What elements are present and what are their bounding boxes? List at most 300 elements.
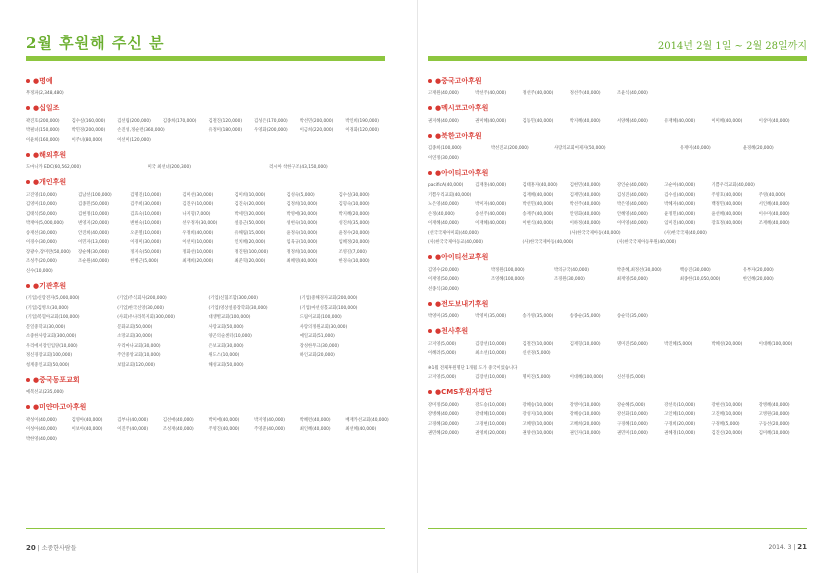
donor-name: 구경희(20,000)	[664, 421, 696, 427]
donor-name: 김재민(40,000)	[569, 192, 601, 198]
donor-name: 강선화(10,000)	[617, 412, 648, 417]
donor-name	[712, 238, 759, 248]
section-title	[26, 375, 391, 384]
donor-name: 주영준(40,000)	[254, 427, 285, 432]
donor-name: 한병근(5,000)	[130, 259, 159, 264]
donor-section	[428, 76, 806, 99]
date-range: 2014년 2월 1일 ~ 2월 28일까지	[657, 41, 807, 52]
donor-name: 한인혜(20,000)	[742, 277, 774, 282]
donor-name: 권지혜(40,000)	[428, 118, 459, 124]
donor-name: 박영미(35,000)	[475, 314, 507, 319]
donor-name: 고재원(40,000)	[428, 91, 459, 96]
donor-name: 안영화(40,000)	[569, 211, 601, 217]
donor-name: (기업)중해경자교회(200,000)	[299, 296, 358, 301]
donor-names	[428, 181, 806, 248]
donor-name: 김재형(10,000)	[569, 341, 601, 347]
donor-name: 강혜승(10,000)	[522, 402, 554, 408]
donor-name: 변영지(20,000)	[78, 221, 109, 226]
donor-name: 김진우(10,000)	[182, 202, 214, 207]
section-title-text: ●미얀마고아후원	[33, 403, 87, 411]
donor-name: (기업)신랑전자(5,000,000)	[26, 296, 80, 301]
donor-name: 박혜자(40,000)	[664, 202, 696, 207]
donor-name: 주영(40,000)	[758, 192, 786, 198]
section-title-text: ●기관후원	[33, 281, 67, 290]
section-title-text: ●아이티선교후원	[435, 253, 489, 261]
donor-name: 강인순(40,000)	[617, 183, 648, 188]
donor-name: 김형숙(10,000)	[338, 202, 370, 207]
section-title	[428, 104, 806, 113]
donor-name: (사회)우나라복지회(300,000)	[117, 315, 175, 320]
section-title	[26, 178, 391, 187]
bullet-icon	[26, 405, 30, 409]
donor-name	[523, 229, 570, 239]
donor-name: 김태석(50,000)	[26, 211, 57, 217]
section-title	[26, 150, 391, 159]
donor-name: 김명진(10,000)	[130, 192, 162, 198]
donor-name: 사랑의교회여제자(50,000)	[553, 146, 606, 151]
donor-name: pacificA(40,000)	[428, 183, 464, 188]
donor-name: 조재혜(40,000)	[758, 221, 790, 226]
donor-name: 박미애(40,000)	[208, 417, 240, 423]
donor-name: 주영호(40,000)	[711, 192, 743, 198]
bullet-icon	[428, 134, 432, 138]
donor-section	[26, 403, 391, 445]
donor-section	[428, 253, 806, 295]
donor-name: 은보교회(30,000)	[208, 343, 244, 349]
donor-name: 고병원(30,000)	[758, 412, 790, 417]
donor-name: 조성주(20,000)	[26, 259, 57, 264]
donor-name: 강병이(10,000)	[569, 402, 601, 408]
footer-line	[428, 528, 807, 529]
donor-name: 선종식(30,000)	[428, 286, 459, 292]
donor-name: 조영혜(100,000)	[490, 277, 525, 282]
donor-name: 위도스(10,000)	[208, 353, 240, 358]
donor-name: 설용근(50,000)	[234, 221, 266, 226]
donor-name: 정진원(100,000)	[234, 249, 269, 255]
bullet-icon	[428, 79, 432, 83]
header-bar	[26, 56, 385, 61]
donor-name: 박세린(20,000)	[234, 211, 266, 217]
right-footer-label: 2014. 3	[768, 544, 792, 551]
donor-name: 조윤식(40,000)	[617, 91, 648, 96]
donor-name: (기업)복혈아교회(100,000)	[26, 315, 80, 320]
donor-name: 이선미(120,000)	[117, 137, 151, 143]
donor-name: 양곤의술센터(10,000)	[208, 334, 252, 339]
donor-name: 강혜승(10,000)	[569, 412, 601, 417]
donor-section	[26, 178, 391, 277]
donor-name: 김수실(30,000)	[338, 192, 370, 198]
donor-name: 우리에서장인입양(10,000)	[26, 343, 78, 349]
donor-name: 최소선(10,000)	[475, 351, 507, 356]
donor-names	[428, 266, 806, 295]
donor-name: 명미진(50,000)	[617, 341, 648, 347]
donor-name: 김미혜(10,000)	[758, 431, 790, 436]
donor-name: 김영미(10,000)	[26, 202, 57, 207]
donor-name: 권양선(10,000)	[522, 431, 554, 436]
section-title-text: ●CMS후원자명단	[435, 388, 493, 396]
donor-name: 정선주(40,000)	[569, 91, 601, 96]
donor-name: 장효정(40,000)	[711, 221, 743, 226]
donor-name: (사)한국국제아동교(40,000)	[428, 240, 483, 245]
donor-name: 우정희(40,000)	[182, 230, 214, 236]
right-page-number: 21	[797, 543, 807, 551]
notice-text: ※1월 전체후원명단 1개월 도가 중국이었습니다	[428, 365, 518, 371]
donor-section	[26, 104, 391, 146]
donor-name: 이성아(40,000)	[26, 427, 57, 432]
donor-name: (기업)김병오(30,000)	[26, 305, 69, 311]
bullet-icon	[26, 180, 30, 184]
donor-name: 서인혜(40,000)	[758, 202, 790, 207]
donor-name: 김장선(10,000)	[475, 341, 507, 347]
donor-name: (기업)주식회사(200,000)	[117, 296, 167, 301]
donor-name: 이윤희(160,000)	[26, 137, 60, 143]
donor-name: 청계중인교회(50,000)	[26, 362, 70, 368]
donor-name: 김성진(40,000)	[617, 192, 648, 198]
donor-name: 대생별교회(100,000)	[208, 315, 251, 320]
donor-name: 김재홍(40,000)	[475, 183, 507, 188]
donor-name: 미국 최선녀(200,300)	[147, 165, 191, 170]
donor-name: 최종한(10,050,000)	[679, 277, 721, 282]
section-title	[428, 168, 806, 177]
bullet-icon	[428, 171, 432, 175]
donor-name: 김미희(10,000)	[234, 192, 266, 198]
donor-name: 김정희(10,000)	[286, 202, 318, 207]
donor-name: 변현숙(10,000)	[130, 221, 162, 226]
donor-name: 신수(10,000)	[26, 268, 53, 274]
donor-name: 고인혜(10,000)	[664, 412, 696, 417]
donor-name: 강병혜(40,000)	[758, 402, 790, 408]
section-title-text: ●십일조	[33, 104, 60, 112]
donor-name: 권민미(10,000)	[617, 431, 648, 436]
donor-name: 유재혜(40,000)	[664, 118, 696, 124]
donor-name: 손정(40,000)	[428, 211, 455, 217]
donor-name: 송재선(30,000)	[26, 230, 57, 236]
donor-name	[475, 229, 522, 239]
donor-name: 하인교회(20,000)	[299, 353, 335, 358]
donor-name: 이미혜(40,000)	[711, 118, 743, 124]
donor-name: 최재영(50,000)	[616, 277, 648, 282]
donor-name: 김재혜(40,000)	[522, 192, 554, 198]
donor-name: 박한영(40,000)	[26, 436, 57, 442]
donor-names	[26, 416, 391, 445]
section-title-text: ●북한고아후원	[435, 131, 482, 140]
donor-name: 소망교회(30,000)	[117, 334, 153, 339]
donor-name: 김수실(160,000)	[71, 118, 106, 124]
section-title-text: ●해외후원	[33, 150, 67, 159]
right-page	[418, 0, 835, 573]
donor-name: 정화선(10,000)	[182, 249, 214, 255]
donor-name: 권인자(10,000)	[569, 431, 601, 436]
donor-name: 명미진(5,000)	[522, 375, 551, 380]
donor-name: 윤경혜(20,000)	[742, 146, 774, 151]
donor-names	[26, 89, 391, 99]
donor-name: 김선림(200,000)	[117, 118, 151, 124]
donor-name: 조영길(7,000)	[338, 249, 367, 255]
right-donor-list	[428, 76, 806, 444]
donor-name: 소중한사랑교회(300,000)	[26, 334, 77, 339]
donor-names	[26, 163, 391, 173]
donor-name: 송가영(35,000)	[522, 314, 554, 319]
donor-name: 김태홍자(40,000)	[522, 183, 558, 188]
donor-name: 박은영(40,000)	[617, 202, 648, 207]
donor-section	[26, 281, 391, 370]
donor-name: 김성숙(5,000)	[286, 192, 315, 198]
donor-name: (기업)마선성홀교회(100,000)	[299, 305, 358, 311]
donor-name: 이경화(120,000)	[345, 128, 379, 133]
donor-name: 김철건(10,000)	[522, 341, 554, 347]
donor-name: 이주녀(80,000)	[71, 137, 103, 143]
left-donor-list	[26, 76, 391, 449]
section-title-text: ●중국동포교회	[33, 375, 80, 384]
donor-name: 박선민(40,000)	[522, 202, 554, 207]
donor-name: 안진희(40,000)	[78, 230, 109, 236]
donor-name: 구경혜(5,000)	[711, 421, 740, 427]
donor-name: 김장선(10,000)	[475, 375, 507, 380]
donor-name: 손진성,정순련(360,000)	[117, 128, 165, 133]
donor-name: 고지영(5,000)	[428, 341, 457, 347]
donor-name: 이미영(40,000)	[617, 221, 648, 226]
donor-name: 박미자(40,000)	[475, 202, 507, 207]
donor-name: 박정원(100,000)	[490, 267, 525, 273]
section-title-text: ●개인후원	[33, 178, 67, 186]
donor-name: 김효숙(10,000)	[130, 211, 162, 217]
donor-name: 박인희(190,000)	[345, 118, 379, 124]
section-title	[428, 388, 806, 397]
donor-name: 최재희(20,000)	[182, 259, 214, 264]
donor-name: 박민경(200,000)	[71, 128, 106, 133]
donor-section	[428, 388, 806, 439]
donor-name: 조성재(40,000)	[162, 427, 194, 432]
section-title	[428, 76, 806, 85]
donor-name: 이연정(30,000)	[428, 155, 459, 161]
donor-name: 이선미(10,000)	[182, 240, 214, 245]
donor-name: 송순덕(35,000)	[617, 314, 648, 319]
donor-section	[428, 131, 806, 163]
donor-name: 송재주(40,000)	[522, 211, 554, 217]
donor-name	[617, 229, 664, 239]
donor-name: 예일교회(51,000)	[299, 334, 335, 339]
donor-name: 이대혜(100,000)	[569, 375, 604, 380]
donor-name: (기업)영상설중장학회(30,000)	[208, 305, 268, 311]
donor-name: 이보아(40,000)	[71, 427, 103, 432]
section-title	[26, 104, 391, 113]
section-title-text: ●전도보내기후원	[435, 299, 489, 308]
donor-name: 권혜경(10,000)	[664, 431, 696, 436]
donor-name: 성현숙(10,000)	[286, 221, 318, 226]
donor-name: 조순원(40,000)	[78, 259, 109, 264]
footer-line	[26, 528, 385, 529]
donor-name: 성진희(35,000)	[338, 221, 370, 226]
donor-name: 고지영(5,000)	[428, 375, 457, 380]
donor-name: 김현정(10,000)	[78, 211, 109, 217]
section-title-text: ●멕시코고아후원	[435, 104, 489, 112]
donor-name: 임혜정(20,000)	[338, 240, 370, 245]
donor-section	[26, 150, 391, 173]
donor-name: 오준열(10,000)	[130, 230, 162, 236]
bullet-icon	[428, 255, 432, 259]
donor-name: 최인혜(40,000)	[299, 427, 331, 432]
donor-name: 백승진(30,000)	[679, 267, 711, 273]
donor-name: 이재영(50,000)	[428, 277, 459, 282]
page-title: 2월 후원해 주신 분	[26, 34, 165, 52]
donor-name: 정선주(40,000)	[522, 91, 554, 96]
donor-name: 권민혜(20,000)	[428, 431, 459, 436]
donor-name: 인치혜(20,000)	[234, 240, 266, 245]
donor-name	[475, 238, 522, 248]
section-title-text: ●중국고아후원	[435, 76, 482, 85]
donor-name: 김종민(50,000)	[78, 202, 109, 207]
donor-names	[26, 294, 391, 370]
donor-name: 김동민(40,000)	[522, 118, 554, 124]
bullet-icon	[428, 329, 432, 333]
bullet-icon	[428, 390, 432, 394]
donor-name: 윤정숙(10,000)	[286, 230, 318, 236]
donor-name: 러시아 착한구조(43,150,000)	[269, 165, 328, 170]
donor-names	[428, 89, 806, 99]
left-folio: 20 | 소중한사람들	[26, 544, 77, 552]
section-title-text: ●명예	[33, 76, 53, 85]
donor-name: 고진혜(10,000)	[711, 412, 743, 417]
donor-name: 이금희(220,000)	[299, 128, 334, 133]
section-title-text: ●천사후원	[435, 327, 469, 335]
donor-name: 박선주(40,000)	[569, 202, 601, 207]
donor-name: 강대혜(10,000)	[475, 412, 507, 417]
donor-name: 박선주(40,000)	[475, 91, 507, 96]
donor-name: (사)한국국제아동(40,000)	[522, 240, 574, 245]
header-bar	[428, 56, 807, 61]
donor-name: 박선민(200,000)	[299, 118, 334, 124]
donor-name: 유부자(20,000)	[742, 267, 774, 273]
donor-name: 김부나(40,000)	[117, 417, 149, 423]
donor-name: 고혜영(10,000)	[522, 421, 554, 427]
donor-name: 백정민(40,000)	[711, 202, 743, 207]
bullet-icon	[26, 106, 30, 110]
donor-name: 김선애(40,000)	[162, 417, 194, 423]
bullet-icon	[26, 79, 30, 83]
donor-name: 이하정(40,000)	[569, 221, 601, 226]
donor-name: 배재카선교회(40,000)	[345, 417, 389, 423]
donor-names	[428, 340, 806, 359]
donor-name	[475, 191, 522, 201]
donor-name: 김성은(170,000)	[254, 118, 288, 124]
donor-name: (기업)신협조합(300,000)	[208, 296, 258, 301]
donor-name: 김영아(40,000)	[71, 417, 103, 423]
donor-name: 윤정민(40,000)	[664, 211, 696, 217]
donor-name: 주영진(40,000)	[208, 427, 240, 432]
right-folio: 2014. 3 | 21	[768, 543, 807, 551]
donor-name: 서양혜(40,000)	[617, 118, 648, 124]
donor-name: 구동선(20,000)	[758, 421, 790, 427]
donor-section	[428, 364, 806, 383]
section-title	[428, 327, 806, 336]
donor-name: 도마니카 EDC(60,562,000)	[26, 165, 81, 170]
donor-name: 이혜려(5,000)	[428, 351, 457, 356]
left-footer-label: 소중한사람들	[41, 545, 77, 552]
donor-name: 강성지(10,000)	[522, 412, 554, 417]
donor-name: 고경혜(30,000)	[428, 421, 459, 427]
donor-name: 조경원(30,000)	[553, 277, 585, 282]
donor-name: 우영화(200,000)	[254, 128, 288, 133]
bullet-icon	[428, 302, 432, 306]
donor-name: 김진숙(20,000)	[234, 202, 266, 207]
donor-name: 강순혜(5,000)	[617, 402, 646, 408]
donor-name: 고진영(10,000)	[26, 192, 57, 198]
donor-name: 고순아(40,000)	[664, 183, 696, 188]
donor-name: 이민자(13,000)	[78, 240, 109, 245]
donor-name: 보탑교회(120,000)	[117, 362, 155, 368]
donor-name: 박선진교(200,000)	[490, 146, 529, 151]
donor-name: 곽진호(200,000)	[26, 118, 60, 124]
donor-name: 유해림(15,000)	[234, 230, 266, 236]
left-page-number: 20	[26, 544, 36, 552]
donor-name: 정신경장교회(100,000)	[26, 353, 73, 358]
donor-names	[428, 401, 806, 439]
section-title	[26, 76, 391, 85]
donor-name: 선우정자(30,000)	[182, 221, 218, 226]
section-title	[26, 403, 391, 412]
donor-name: 신선경(5,000)	[522, 351, 551, 356]
bullet-icon	[26, 153, 30, 157]
donor-name: 박지혜(40,000)	[569, 118, 601, 124]
donor-name: 해성교회(50,000)	[208, 362, 244, 368]
donor-name: 최혜영(40,000)	[286, 259, 318, 264]
donor-name: 윤선혜(40,000)	[711, 211, 743, 217]
donor-name: 김남선(100,000)	[78, 192, 112, 198]
donor-name: 강현선(10,000)	[711, 402, 743, 408]
donor-name: 최준혁(20,000)	[234, 259, 266, 264]
donor-section	[428, 104, 806, 127]
donor-section	[428, 299, 806, 322]
donor-name: 박지혜(20,000)	[338, 211, 370, 217]
donor-name: 강도승(10,000)	[475, 402, 507, 408]
donor-name: 박재아(5,000,000)	[26, 221, 64, 226]
donor-name: 이수미(40,000)	[758, 211, 790, 217]
donor-name	[759, 229, 806, 239]
donor-section	[428, 168, 806, 248]
bullet-icon	[428, 106, 432, 110]
donor-name: 박지영(40,000)	[254, 417, 285, 423]
donor-section	[26, 375, 391, 398]
donor-name: 기쁨우리교회(40,000)	[711, 183, 755, 188]
donor-name: 정지숙(50,000)	[130, 249, 162, 255]
donor-name: 최선혜(40,000)	[345, 427, 377, 432]
donor-name: 김철진(120,000)	[208, 118, 243, 124]
donor-name: (기업)한국신앙(30,000)	[117, 305, 164, 311]
donor-name: 장순혜(30,000)	[78, 249, 109, 255]
donor-name: 이경미(30,000)	[130, 240, 162, 245]
donor-name: 이재혜(40,000)	[475, 221, 507, 226]
donor-name: 박필녀(150,000)	[26, 128, 60, 133]
donor-name: 노은영(40,000)	[428, 202, 459, 207]
donor-section	[428, 327, 806, 359]
donor-name: 사랑의정원교회(30,000)	[299, 324, 348, 330]
donor-name: 우리마나교회(30,000)	[117, 343, 161, 349]
donor-name: 드림이교회(100,000)	[299, 315, 342, 320]
section-title	[428, 131, 806, 140]
donor-name: 박준혜,최정선(30,000)	[616, 267, 662, 273]
donor-name	[664, 238, 711, 248]
donor-name: 유재미(40,000)	[679, 146, 711, 151]
donor-name	[759, 181, 806, 191]
donor-name: 한경숙(10,000)	[338, 259, 370, 264]
donor-name: 김미선(30,000)	[182, 192, 214, 198]
donor-name: 임육규(10,000)	[286, 240, 318, 245]
donor-name: 예복선교(235,000)	[26, 390, 64, 395]
donor-name: 구경혜(10,000)	[617, 421, 648, 427]
donor-name	[759, 238, 806, 248]
donor-name: 주안중앙교회(10,000)	[117, 353, 161, 358]
donor-name: 김주희(30,000)	[130, 202, 162, 207]
